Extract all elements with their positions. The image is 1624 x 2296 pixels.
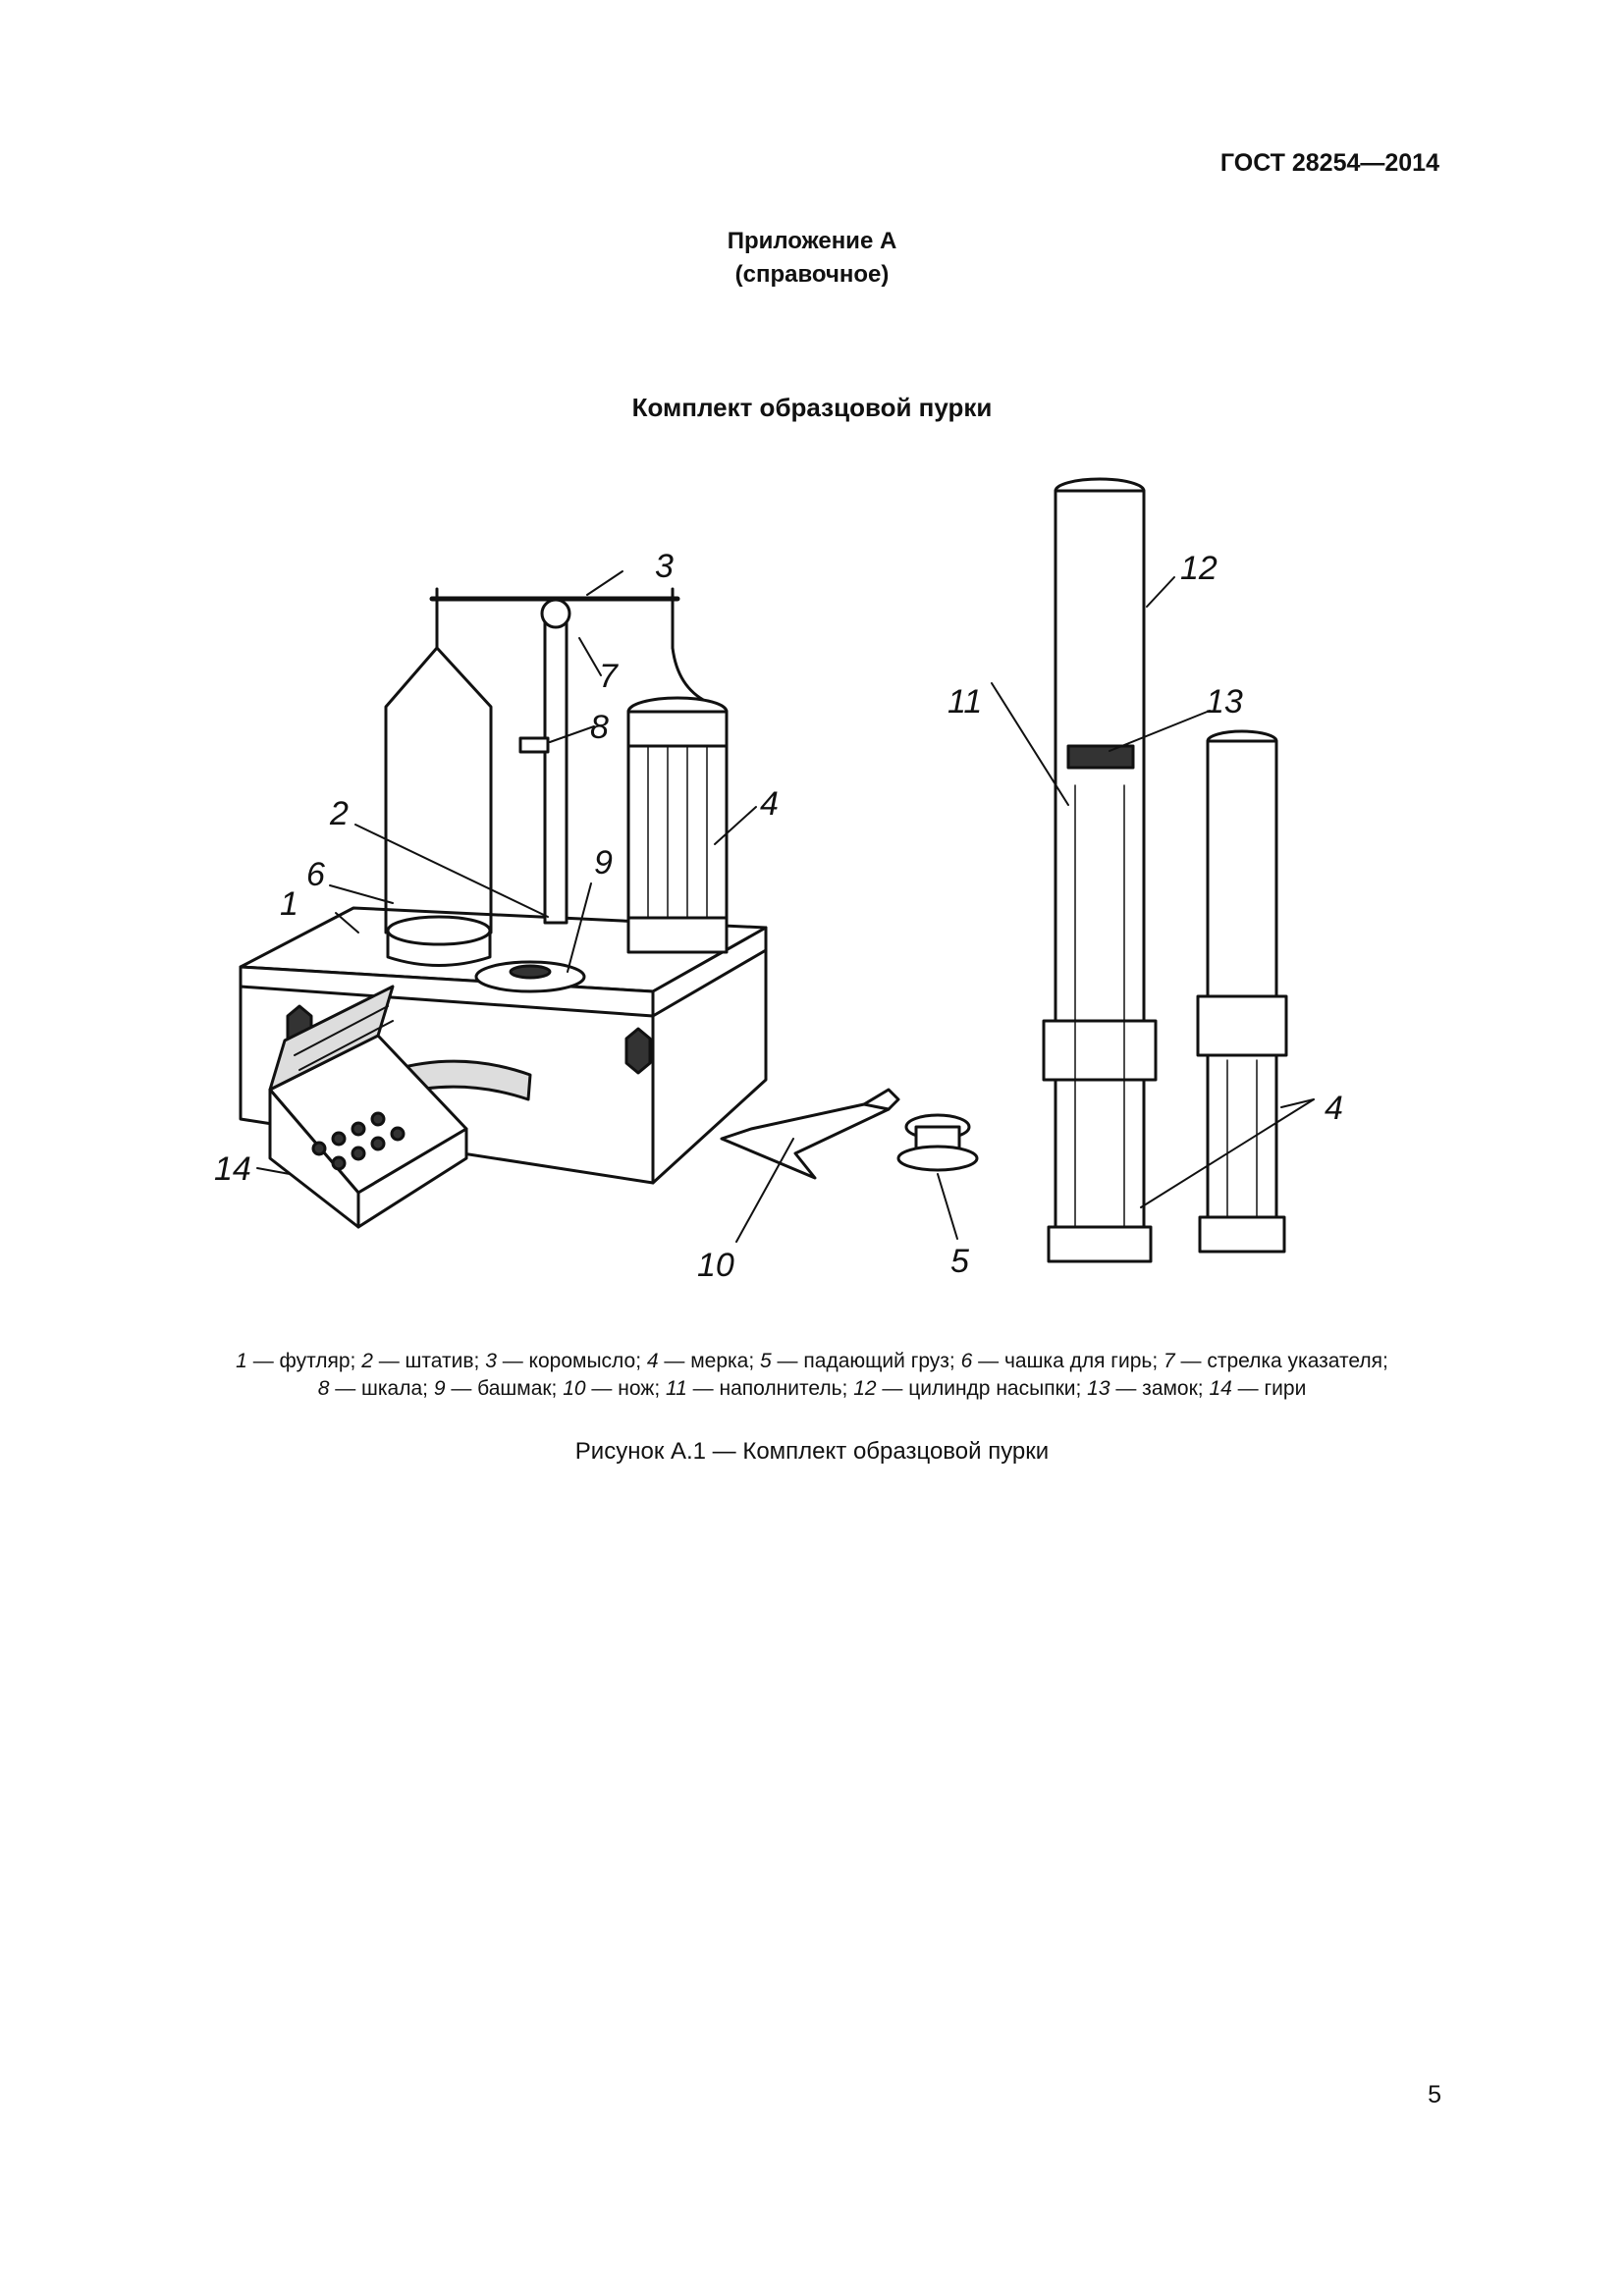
standard-number: ГОСТ 28254—2014 [1219, 149, 1439, 177]
legend-item: 9 — башмак; [433, 1377, 564, 1400]
legend-item: 7 — стрелка указателя; [1164, 1350, 1388, 1372]
small-measure-drawing [1198, 731, 1286, 1252]
legend-item: 13 — замок; [1087, 1377, 1210, 1400]
falling-weight-drawing [898, 1115, 977, 1170]
knife-drawing [722, 1090, 898, 1178]
callout-9: 9 [594, 844, 613, 881]
appendix-title: Приложение А [727, 228, 897, 254]
legend-item: 2 — штатив; [361, 1350, 486, 1372]
legend-item: 3 — коромысло; [485, 1350, 647, 1372]
callout-10: 10 [697, 1247, 734, 1284]
legend-item: 11 — наполнитель; [666, 1377, 854, 1400]
figure-legend-line-1 [0, 1348, 1624, 1375]
filling-cylinder-drawing [1044, 479, 1156, 1261]
callout-2: 2 [330, 795, 349, 832]
callout-7: 7 [599, 658, 618, 695]
legend-item: 8 — шкала; [317, 1377, 434, 1400]
callout-6: 6 [306, 856, 325, 893]
callout-12: 12 [1180, 550, 1218, 587]
page-number: 5 [1428, 2081, 1441, 2109]
callout-14: 14 [214, 1150, 251, 1188]
callout-3: 3 [655, 548, 674, 585]
figure-title: Комплект образцовой пурки [631, 393, 993, 422]
callout-8: 8 [590, 709, 609, 746]
figure-legend-line-2 [0, 1375, 1624, 1403]
callout-13: 13 [1206, 683, 1243, 721]
legend-item: 5 — падающий груз; [760, 1350, 961, 1372]
legend-item: 1 — футляр; [236, 1350, 362, 1372]
legend-item: 14 — гири [1209, 1377, 1307, 1400]
callout-4a: 4 [760, 785, 779, 823]
figure-caption: Рисунок А.1 — Комплект образцовой пурки [574, 1438, 1050, 1465]
legend-item: 4 — мерка; [646, 1350, 761, 1372]
legend-item: 10 — нож; [563, 1377, 667, 1400]
measure-drawing [628, 648, 727, 952]
legend-item: 6 — чашка для гирь; [960, 1350, 1164, 1372]
callout-1: 1 [280, 885, 298, 923]
callout-11: 11 [947, 683, 983, 721]
callout-5: 5 [950, 1243, 969, 1280]
appendix-subtitle: (справочное) [734, 261, 890, 288]
legend-item: 12 — цилиндр насыпки; [853, 1377, 1088, 1400]
callout-4b: 4 [1325, 1090, 1343, 1127]
